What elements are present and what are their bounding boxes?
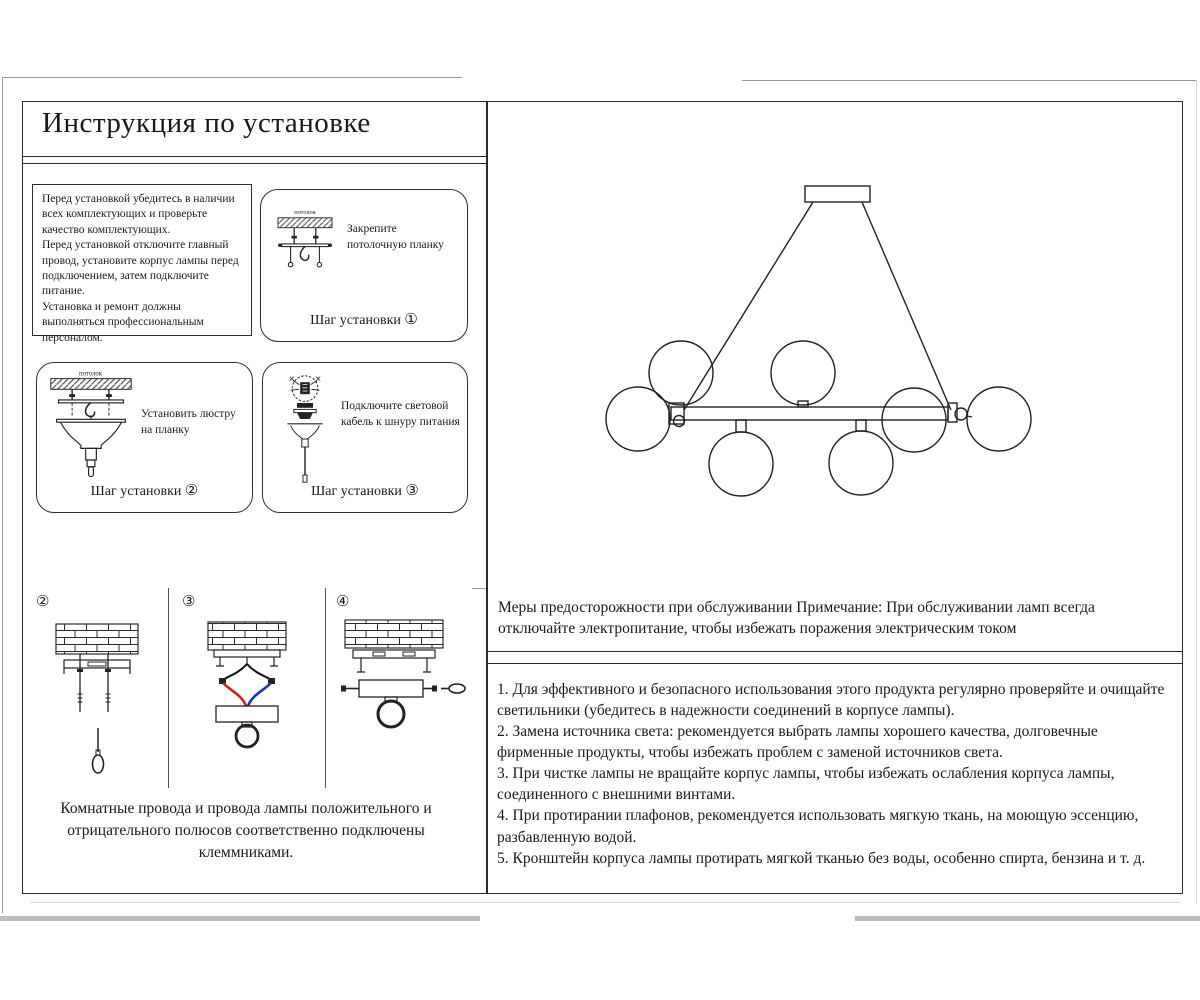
step3-caption: Шаг установки ③ bbox=[311, 483, 419, 499]
page-title: Инструкция по установке bbox=[42, 107, 371, 139]
blue-wire bbox=[248, 683, 271, 706]
step3-label: Подключите световой кабель к шнуру питания bbox=[341, 400, 460, 428]
step1-box bbox=[260, 189, 468, 342]
intro-line: Установка и ремонт должны выполняться профессиональным персоналом. bbox=[42, 300, 204, 344]
chandelier-drawing bbox=[520, 130, 1160, 550]
step1-caption: Шаг установки ① bbox=[310, 312, 418, 328]
globe-top-center bbox=[771, 341, 835, 405]
step1-label: Закрепите потолочную планку bbox=[347, 223, 444, 251]
stem-bottom-right bbox=[856, 420, 866, 431]
notes-divider-2 bbox=[486, 663, 1183, 664]
globe-bottom-left bbox=[709, 432, 773, 496]
step3-box bbox=[262, 362, 468, 513]
stem-top bbox=[798, 401, 808, 407]
intro-box bbox=[32, 184, 252, 344]
svg-text:потолок: потолок bbox=[294, 209, 316, 217]
scan-edge-top-right bbox=[742, 80, 1197, 81]
precaution-text: Меры предосторожности при обслуживании Примечание: При обслуживании ламп всегда отключайте электропитание, чтобы избежать поражения электрическим током bbox=[498, 599, 1095, 638]
globe-far-right bbox=[967, 387, 1031, 451]
title-underline-2 bbox=[22, 163, 486, 164]
note-item: 3. При чистке лампы не вращайте корпус лампы, чтобы избежать ослабления корпуса лампы, соединенного с внешними винтами. bbox=[497, 765, 1115, 804]
wiring-caption: Комнатные провода и провода лампы положительного и отрицательного полюсов соответственно подключены клеммниками. bbox=[60, 800, 432, 861]
suspension-rod-left bbox=[684, 202, 813, 410]
wire-connection-icon bbox=[273, 371, 337, 487]
ceiling-plate bbox=[805, 186, 870, 202]
note-item: 2. Замена источника света: рекомендуется выбрать лампы хорошего качества, долговечные фирменные продукты, чтобы избежать проблем с заменой источников света. bbox=[497, 723, 1098, 762]
wiring-diagram bbox=[190, 616, 300, 776]
canopy-fixing-diagram bbox=[333, 616, 468, 736]
globe-far-left bbox=[606, 387, 670, 451]
step3-number: ③ bbox=[405, 483, 419, 499]
left-joint-ball bbox=[674, 416, 685, 427]
step2-box bbox=[36, 362, 253, 513]
panel-divider bbox=[486, 101, 488, 894]
diagram-divider-2 bbox=[325, 588, 326, 788]
step1-number: ① bbox=[404, 312, 418, 328]
ceiling-bracket-icon bbox=[269, 206, 341, 280]
note-item: 5. Кронштейн корпуса лампы протирать мягкой тканью без воды, особенно спирта, бензина и т. д. bbox=[497, 849, 1146, 867]
svg-text:потолок: потолок bbox=[78, 370, 103, 378]
scan-edge-left bbox=[2, 77, 3, 913]
diagram2-number: ② bbox=[36, 594, 50, 610]
red-wire bbox=[223, 683, 246, 706]
step2-label: Установить люстру на планку bbox=[141, 408, 236, 436]
scan-shadow-left bbox=[0, 916, 480, 921]
note-item: 1. Для эффективного и безопасного использования этого продукта регулярно проверяйте и очищайте светильники (убедитесь в надежности соединений в корпусе лампы). bbox=[497, 681, 1165, 720]
scan-shadow-right bbox=[855, 916, 1200, 921]
notes-divider-1 bbox=[486, 651, 1183, 652]
scan-bottom-light-line bbox=[30, 902, 1180, 903]
mounting-plate-diagram bbox=[42, 616, 152, 781]
suspension-rod-right bbox=[862, 202, 951, 410]
step2-caption: Шаг установки ② bbox=[90, 483, 199, 499]
maintenance-notes bbox=[497, 679, 1177, 869]
intro-line: Перед установкой отключите главный провод, установите корпус лампы перед подключением, затем подключите питание. bbox=[42, 239, 239, 298]
stem-bottom-left bbox=[736, 420, 746, 432]
scan-edge-right bbox=[1196, 80, 1197, 904]
diagram4-number: ④ bbox=[336, 594, 350, 610]
note-item: 4. При протирании плафонов, рекомендуется использовать мягкую ткань, на моющую эссенцию, разбавленную водой. bbox=[497, 807, 1139, 846]
canopy-hook-icon bbox=[45, 367, 137, 491]
diagram3-number: ③ bbox=[182, 594, 196, 610]
scan-edge-top-left bbox=[2, 77, 462, 78]
globe-bottom-right bbox=[829, 431, 893, 495]
step2-number: ② bbox=[184, 483, 199, 499]
frame-tick bbox=[472, 588, 486, 589]
intro-line: Перед установкой убедитесь в наличии всех комплектующих и проверьте качество комплектующих. bbox=[42, 193, 235, 236]
title-underline-1 bbox=[22, 156, 486, 157]
horizontal-bar bbox=[671, 407, 948, 420]
diagram-divider-1 bbox=[168, 588, 169, 788]
